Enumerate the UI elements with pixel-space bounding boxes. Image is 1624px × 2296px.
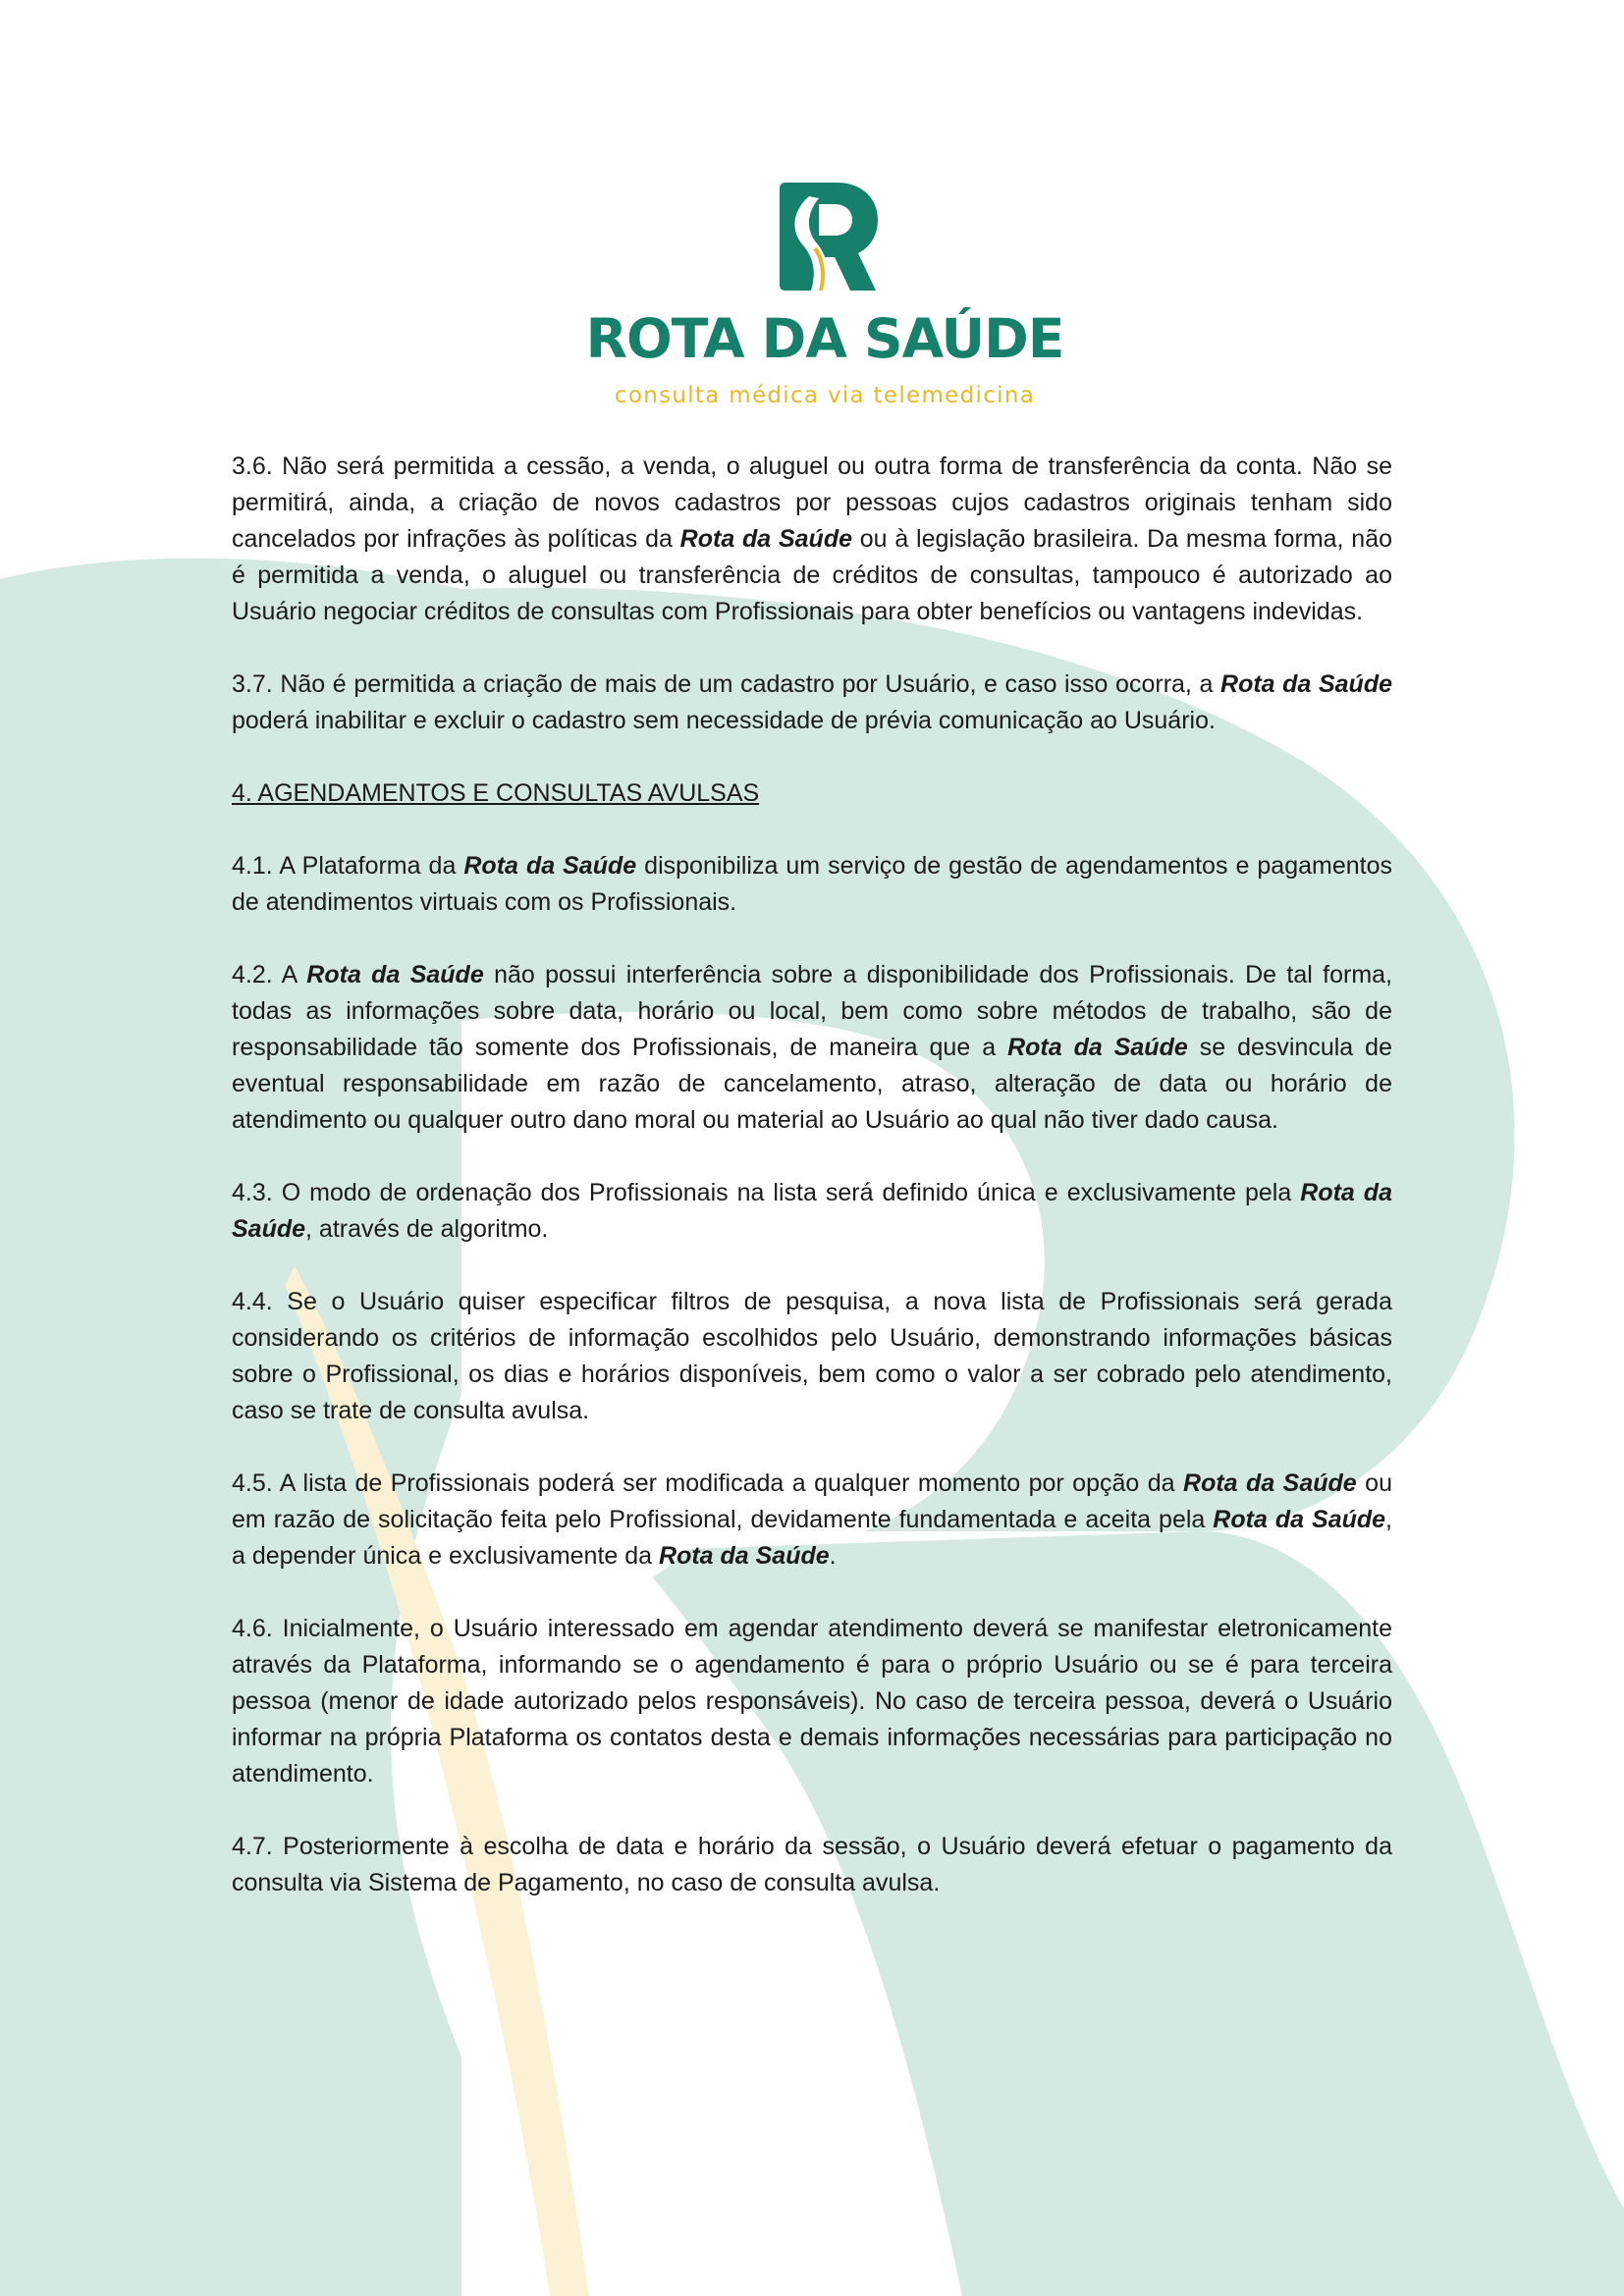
section-heading-4: 4. AGENDAMENTOS E CONSULTAS AVULSAS: [232, 779, 760, 807]
paragraph-4-2: 4.2. A Rota da Saúde não possui interferência sobre a disponibilidade dos Profissionais. De tal forma, todas as informações sobre data, horário ou local, bem como sobre métodos de trabalho, são de responsabilidade tão somente dos Profissionais, de maneira que a Rota da Saúde se desvincula de eventual responsabilidade em razão de cancelamento, atraso, alteração de data ou horário de atendimento ou qualquer outro dano moral ou material ao Usuário ao qual não tiver dado causa.: [232, 961, 1392, 1134]
brand-mention: Rota da Saúde: [1007, 1034, 1188, 1061]
rota-da-saude-logo: [569, 175, 1080, 420]
brand-mention: Rota da Saúde: [463, 852, 637, 880]
paragraph-4-1: 4.1. A Plataforma da Rota da Saúde disponibiliza um serviço de gestão de agendamentos e pagamentos de atendimentos virtuais com os Profissionais.: [232, 852, 1392, 916]
brand-mention: Rota da Saúde: [232, 1179, 1392, 1243]
brand-mention: Rota da Saúde: [1183, 1469, 1357, 1497]
brand-mention: Rota da Saúde: [679, 525, 852, 553]
brand-tagline: consulta médica via telemedicina: [614, 383, 1036, 408]
brand-mention: Rota da Saúde: [1213, 1506, 1386, 1533]
paragraph-4-4: 4.4. Se o Usuário quiser especificar filtros de pesquisa, a nova lista de Profissionais será gerada considerando os critérios de informação escolhidos pelo Usuário, demonstrando informações básicas sobre o Profissional, os dias e horários disponíveis, bem como o valor a ser cobrado pelo atendimento, caso se trate de consulta avulsa.: [232, 1288, 1392, 1424]
paragraph-3-6: 3.6. Não será permitida a cessão, a venda, o aluguel ou outra forma de transferência da conta. Não se permitirá, ainda, a criação de novos cadastros por pessoas cujos cadastros originais tenham sido cancelados por infrações às políticas da Rota da Saúde ou à legislação brasileira. Da mesma forma, não é permitida a venda, o aluguel ou transferência de créditos de consultas, tampouco é autorizado ao Usuário negociar créditos de consultas com Profissionais para obter benefícios ou vantagens indevidas.: [232, 453, 1392, 625]
brand-mention: Rota da Saúde: [306, 961, 484, 988]
brand-mention: Rota da Saúde: [1220, 670, 1393, 698]
document-body: [232, 449, 1392, 1938]
logo-mark-r-icon: [774, 181, 882, 296]
paragraph-4-3: 4.3. O modo de ordenação dos Profissionais na lista será definido única e exclusivamente pela Rota da Saúde, através de algoritmo.: [232, 1179, 1392, 1243]
paragraph-4-7: 4.7. Posteriormente à escolha de data e horário da sessão, o Usuário deverá efetuar o pagamento da consulta via Sistema de Pagamento, no caso de consulta avulsa.: [232, 1833, 1392, 1896]
paragraph-4-5: 4.5. A lista de Profissionais poderá ser modificada a qualquer momento por opção da Rota da Saúde ou em razão de solicitação feita pelo Profissional, devidamente fundamentada e aceita pela Rota da Saúde, a depender única e exclusivamente da Rota da Saúde.: [232, 1469, 1392, 1570]
paragraph-3-7: 3.7. Não é permitida a criação de mais de um cadastro por Usuário, e caso isso ocorra, a Rota da Saúde poderá inabilitar e excluir o cadastro sem necessidade de prévia comunicação ao Usuário.: [232, 670, 1393, 734]
brand-mention: Rota da Saúde: [659, 1542, 830, 1570]
paragraph-4-6: 4.6. Inicialmente, o Usuário interessado em agendar atendimento deverá se manifestar eletronicamente através da Plataforma, informando se o agendamento é para o próprio Usuário ou se é para terceira pessoa (menor de idade autorizado pelos responsáveis). No caso de terceira pessoa, deverá o Usuário informar na própria Plataforma os contatos desta e demais informações necessárias para participação no atendimento.: [232, 1615, 1392, 1788]
brand-name: ROTA DA SAÚDE: [585, 307, 1064, 370]
